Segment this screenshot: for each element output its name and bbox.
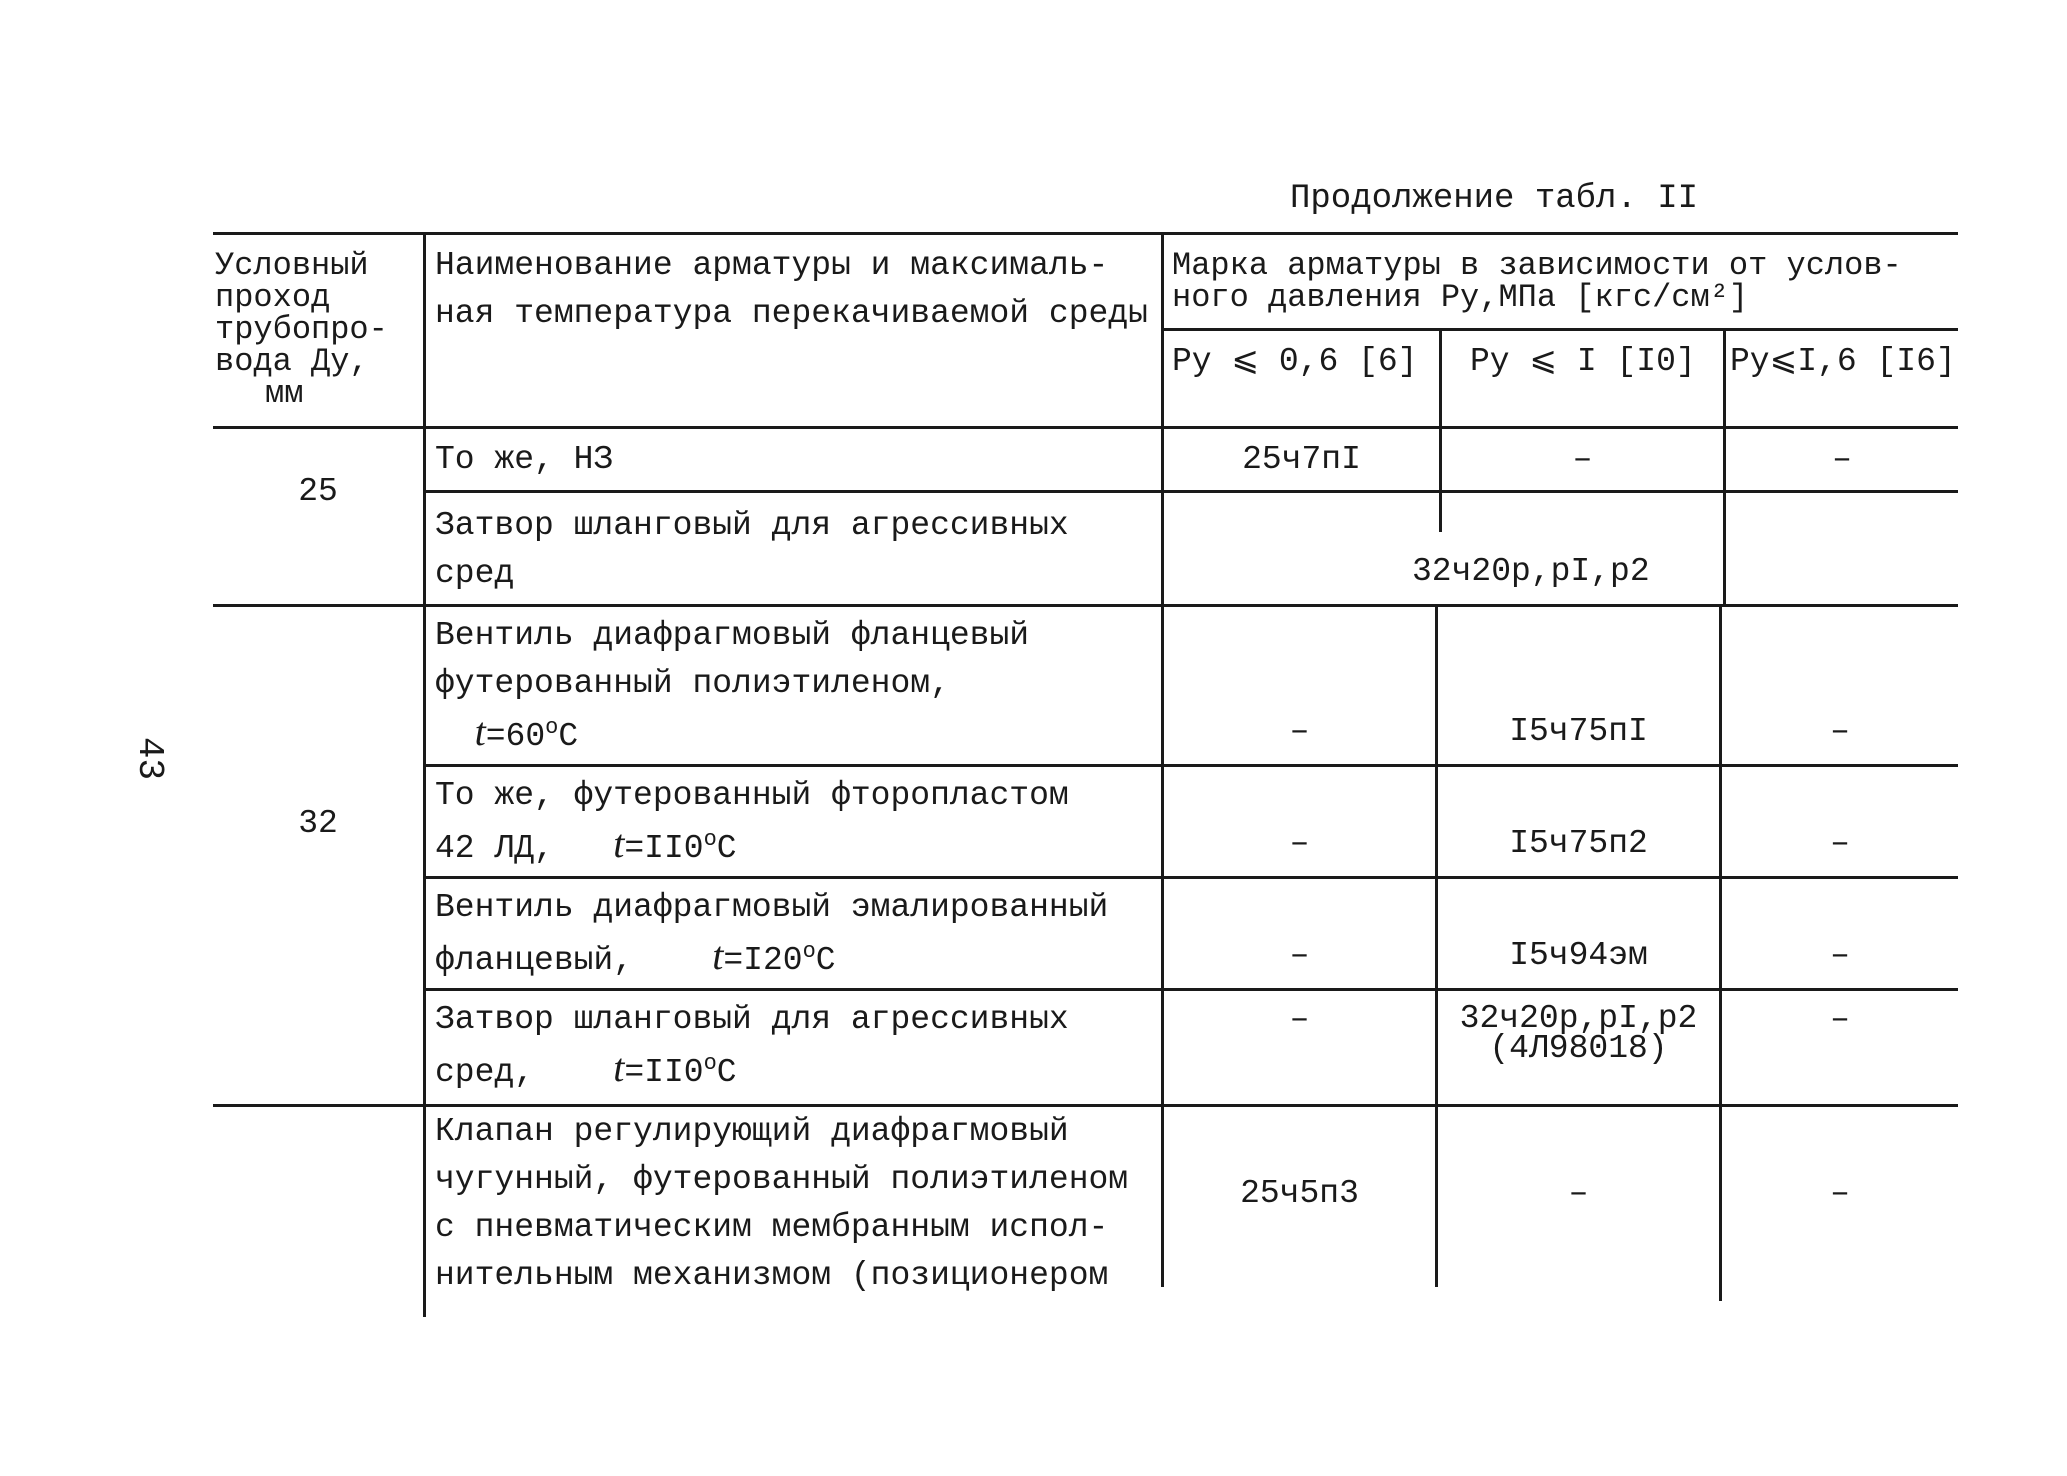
group-rule (213, 604, 1958, 607)
mark-merged: 32ч20р,рI,р2 (1412, 553, 1650, 590)
temperature-line: $t=60^oC$ (474, 709, 579, 755)
mark-p1-6: – (1830, 937, 1850, 974)
mark-p1: I5ч94эм (1509, 937, 1648, 974)
mark-p0-6: – (1289, 937, 1310, 974)
header-mark: Марка арматуры в зависимости от услов- ного давления Ру,МПа [кгс/см²] (1172, 247, 1902, 316)
mark-p1-6: – (1830, 1001, 1850, 1038)
mark-p1: – (1568, 1175, 1589, 1212)
header-bottom-rule (213, 426, 1958, 429)
header-name: Наименование арматуры и максималь- ная температура перекачиваемой среды (435, 247, 1148, 332)
group-rule (213, 1104, 1958, 1107)
page-number: 43 (129, 736, 171, 781)
temperature-line: 42 ЛД, $t=II0^oC$ (435, 821, 737, 867)
row-rule (425, 764, 1958, 767)
mark-p1-6: – (1830, 713, 1850, 750)
mark-p1-6: – (1832, 441, 1852, 478)
header-pressure-1: Ру ⩽ I [I0] (1470, 343, 1696, 380)
item-name: Клапан регулирующий диафрагмовый чугунный, футерованный полиэтиленом с пневматическим мембранным испол- нительным механизмом (позиционером (435, 1113, 1129, 1294)
item-name: Затвор шланговый для агрессивных сред, $t=II0^oC$ (435, 996, 1069, 1097)
col-divider-2 (1161, 232, 1164, 1287)
mark-p0-6: 25ч7пI (1242, 441, 1361, 478)
header-du: Условный проход трубопро- вода Ду, мм (215, 247, 388, 412)
item-name: Вентиль диафрагмовый эмалированный фланцевый, $t=I20^oC$ (435, 884, 1108, 985)
mark-p1: I5ч75п2 (1509, 825, 1648, 862)
col-divider-1 (423, 232, 426, 1317)
mark-p1: I5ч75пI (1509, 713, 1648, 750)
temperature-line: фланцевый, $t=I20^oC$ (435, 933, 836, 979)
row-rule (425, 988, 1958, 991)
item-name: То же, футерованный фторопластом 42 ЛД, $t=II0^oC$ (435, 772, 1069, 873)
table-caption: Продолжение табл. II (1290, 180, 1699, 218)
header-pressure-1-6: Ру⩽I,6 [I6] (1730, 343, 1956, 380)
mark-p0-6: – (1289, 825, 1310, 862)
header-pressure-0-6: Ру ⩽ 0,6 [6] (1172, 343, 1418, 380)
col-divider-3-top (1439, 328, 1442, 532)
mark-p1: – (1572, 441, 1593, 478)
du-value: 32 (298, 805, 338, 842)
row-rule (425, 876, 1958, 879)
du-value: 25 (298, 473, 338, 510)
mark-p1-6: – (1830, 825, 1850, 862)
item-name: То же, НЗ (435, 441, 614, 478)
temperature-line: сред, $t=II0^oC$ (435, 1045, 737, 1091)
row-rule (425, 490, 1958, 493)
item-name: Затвор шланговый для агрессивных сред (435, 507, 1069, 592)
mark-p0-6: – (1289, 713, 1310, 750)
mark-p1: 32ч20р,рI,р2 (4Л98018) (1459, 1000, 1698, 1067)
mark-p0-6: 25ч5п3 (1240, 1175, 1359, 1212)
mark-p0-6: – (1289, 1001, 1310, 1038)
table-top-rule (213, 232, 1958, 235)
subheader-rule (1163, 328, 1958, 331)
mark-p1-6: – (1830, 1175, 1850, 1212)
item-name: Вентиль диафрагмовый фланцевый футерованный полиэтиленом, $t=60^oC$ (435, 612, 1029, 761)
